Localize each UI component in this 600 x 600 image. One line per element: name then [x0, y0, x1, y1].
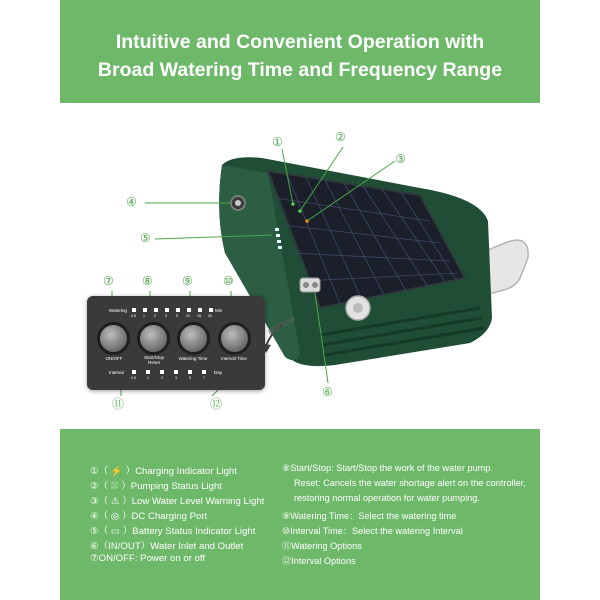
interval-option-2 — [146, 370, 150, 374]
title-line-1: Intuitive and Convenient Operation with — [115, 31, 485, 53]
legend-right-3: restoring normal operation for water pumping. — [294, 493, 480, 503]
watering-tick: 20 — [208, 314, 212, 318]
callout-10: ⑩ — [223, 274, 234, 288]
watering-tick: 3 — [165, 314, 167, 318]
watering-time-label: Watering Time — [178, 356, 208, 361]
interval-time-label: Interval Time — [221, 356, 247, 361]
watering-option-4 — [165, 308, 169, 312]
callout-7: ⑦ — [103, 274, 114, 288]
callout-11: ⑪ — [112, 397, 125, 411]
watering-option-7 — [198, 308, 202, 312]
interval-tick: 3 — [175, 376, 177, 380]
watering-option-3 — [154, 308, 158, 312]
watering-option-5 — [176, 308, 180, 312]
watering-tick: 15 — [197, 314, 201, 318]
legend-left-1: ①（ ⚡ ）Charging Indicator Light — [90, 466, 237, 477]
interval-tick: 5 — [189, 376, 191, 380]
legend-left-3: ③（ ⚠ ）Low Water Level Warning Light — [90, 496, 265, 507]
callout-12: ⑫ — [210, 397, 223, 411]
watering-tick: 10 — [186, 314, 190, 318]
legend-right-7: ⑫Interval Options — [282, 556, 356, 566]
onoff-label: ON/OFF — [105, 356, 123, 361]
legend-left-4: ④（ ◎ ）DC Charging Port — [90, 511, 208, 522]
interval-tick: 0.5 — [131, 376, 136, 380]
legend-right-6: ⑪Watering Options — [282, 541, 362, 551]
callout-2: ② — [335, 130, 346, 144]
interval-option-1 — [132, 370, 136, 374]
watering-option-6 — [187, 308, 191, 312]
watering-label: Watering — [109, 308, 127, 313]
water-nozzle — [300, 278, 320, 292]
interval-tick: 1 — [147, 376, 149, 380]
header-banner — [60, 0, 540, 103]
interval-option-5 — [188, 370, 192, 374]
watering-tick: 0.5 — [131, 314, 136, 318]
legend-panel — [60, 429, 540, 600]
callout-4: ④ — [126, 195, 137, 209]
bottom-label: BOTTOM — [267, 315, 297, 337]
watering-option-8 — [209, 308, 213, 312]
legend-right-1: ⑧Start/Stop: Start/Stop the work of the water pump. — [282, 463, 493, 473]
interval-tick: 2 — [161, 376, 163, 380]
control-panel — [87, 296, 265, 390]
day-label: Day — [214, 370, 223, 375]
watering-time-knob[interactable] — [177, 322, 210, 355]
legend-left-2: ②（ ⛆ ）Pumping Status Light — [90, 481, 222, 492]
title-line-2: Broad Watering Time and Frequency Range — [97, 59, 503, 81]
legend-right-4: ⑨Watering Time：Select the watering time — [282, 511, 457, 521]
onoff-knob[interactable] — [97, 322, 130, 355]
min-label: Min — [215, 308, 223, 313]
interval-label: Interval — [109, 370, 124, 375]
interval-time-knob[interactable] — [218, 322, 251, 355]
callout-1: ① — [272, 135, 283, 149]
interval-option-4 — [174, 370, 178, 374]
interval-option-6 — [202, 370, 206, 374]
callout-8: ⑧ — [142, 274, 153, 288]
legend-left-5: ⑤（ ▭ ）Battery Status Indicator Light — [90, 526, 256, 537]
watering-option-1 — [132, 308, 136, 312]
interval-option-3 — [160, 370, 164, 374]
callout-5: ⑤ — [140, 231, 151, 245]
handle-pivot-core — [353, 303, 363, 313]
startstop-label: Start/Stop Reset — [143, 355, 164, 365]
watering-option-2 — [143, 308, 147, 312]
dc-port-core — [235, 200, 241, 206]
legend-right-2: Reset: Cancels the water shortage alert on the controller, — [294, 478, 526, 488]
watering-tick: 2 — [154, 314, 156, 318]
startstop-knob[interactable] — [137, 322, 170, 355]
interval-tick: 7 — [203, 376, 205, 380]
legend-right-5: ⑩Interval Time：Select the watering Interval — [282, 526, 463, 536]
callout-9: ⑨ — [182, 274, 193, 288]
legend-left-6: ⑥（IN/OUT）Water Inlet and Outlet — [90, 541, 244, 552]
watering-tick: 1 — [143, 314, 145, 318]
callout-6: ⑥ — [322, 385, 333, 399]
legend-left-7: ⑦ON/OFF: Power on or off — [90, 553, 206, 564]
watering-tick: 5 — [176, 314, 178, 318]
callout-3: ③ — [395, 152, 406, 166]
